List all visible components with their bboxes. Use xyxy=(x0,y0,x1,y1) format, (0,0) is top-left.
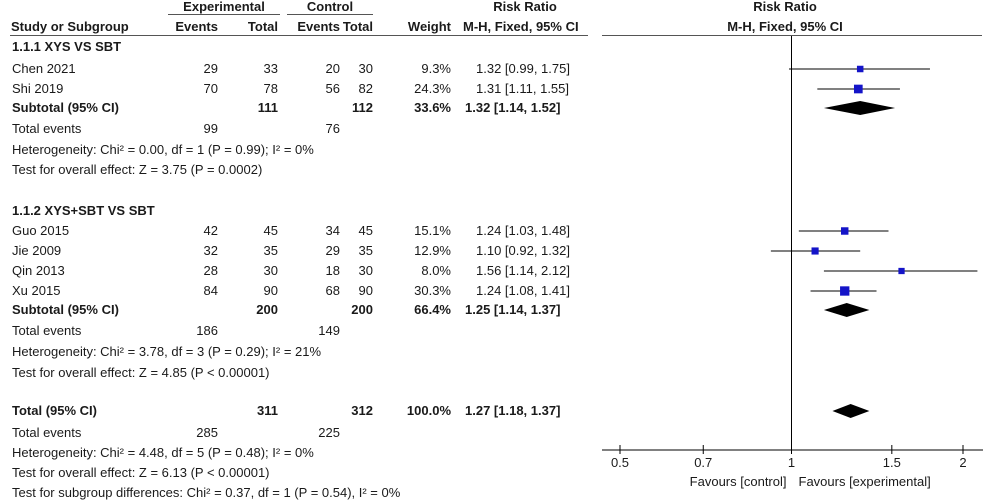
events1: 32 xyxy=(203,243,218,258)
study-name: Jie 2009 xyxy=(12,243,62,258)
total2: 45 xyxy=(358,223,373,238)
total-events1: 99 xyxy=(203,121,218,136)
weight: 9.3% xyxy=(421,61,451,76)
weight: 12.9% xyxy=(414,243,451,258)
total2: 35 xyxy=(358,243,373,258)
subtotal-total2: 112 xyxy=(352,100,373,115)
x-tick-label: 0.7 xyxy=(694,455,713,470)
events1: 84 xyxy=(203,283,218,298)
events1: 70 xyxy=(203,81,218,96)
col-study: Study or Subgroup xyxy=(11,19,129,34)
col-weight: Weight xyxy=(407,19,451,34)
overall-effect-text: Test for overall effect: Z = 3.75 (P = 0.0002) xyxy=(12,162,263,177)
total-events2: 225 xyxy=(318,425,340,440)
subtotal-ci: 1.25 [1.14, 1.37] xyxy=(465,302,561,317)
effect-marker xyxy=(857,66,864,73)
risk-ratio-ci: 1.31 [1.11, 1.55] xyxy=(476,81,569,96)
total1: 30 xyxy=(263,263,278,278)
total-total2: 312 xyxy=(351,403,373,418)
favours-experimental-label: Favours [experimental] xyxy=(798,474,931,489)
plot-header: Risk Ratio xyxy=(753,0,817,14)
subtotal-weight: 33.6% xyxy=(414,100,451,115)
effect-marker xyxy=(898,268,904,274)
risk-ratio-ci: 1.24 [1.03, 1.48] xyxy=(476,223,570,238)
total2: 30 xyxy=(358,61,373,76)
total-events2: 76 xyxy=(325,121,340,136)
events2: 68 xyxy=(325,283,340,298)
subgroup-title: 1.1.1 XYS VS SBT xyxy=(12,39,122,54)
subtotal-weight: 66.4% xyxy=(414,302,451,317)
x-tick-label: 2 xyxy=(959,455,967,470)
total-events2: 149 xyxy=(318,323,340,338)
overall-effect-text: Test for overall effect: Z = 4.85 (P < 0.00001) xyxy=(12,365,270,380)
overall-effect-text: Test for overall effect: Z = 6.13 (P < 0.00001) xyxy=(12,465,270,480)
study-name: Guo 2015 xyxy=(12,223,70,238)
total1: 33 xyxy=(263,61,278,76)
total1: 35 xyxy=(263,243,278,258)
col-events1: Events xyxy=(175,19,218,34)
favours-control-label: Favours [control] xyxy=(689,474,787,489)
heterogeneity-text: Heterogeneity: Chi² = 0.00, df = 1 (P = 0.99); I² = 0% xyxy=(12,142,314,157)
subtotal-total1: 200 xyxy=(256,302,278,317)
x-tick-label: 0.5 xyxy=(610,455,630,470)
weight: 8.0% xyxy=(421,263,451,278)
weight: 30.3% xyxy=(414,283,451,298)
events2: 56 xyxy=(325,81,340,96)
total-ci: 1.27 [1.18, 1.37] xyxy=(465,403,561,418)
study-name: Chen 2021 xyxy=(12,61,76,76)
risk-ratio-ci: 1.56 [1.14, 2.12] xyxy=(476,263,570,278)
total-events-label: Total events xyxy=(12,323,82,338)
events1: 42 xyxy=(203,223,218,238)
weight: 24.3% xyxy=(414,81,451,96)
risk-ratio-ci: 1.24 [1.08, 1.41] xyxy=(476,283,570,298)
risk-ratio-ci: 1.10 [0.92, 1.32] xyxy=(476,243,570,258)
effect-marker xyxy=(812,247,819,254)
pooled-diamond xyxy=(832,404,869,418)
events2: 34 xyxy=(325,223,340,238)
total-label: Total (95% CI) xyxy=(12,403,97,418)
total-events1: 186 xyxy=(196,323,218,338)
risk-ratio-header: Risk Ratio xyxy=(493,0,557,14)
heterogeneity-text: Heterogeneity: Chi² = 4.48, df = 5 (P = 0.48); I² = 0% xyxy=(12,445,314,460)
events2: 20 xyxy=(325,61,340,76)
effect-marker xyxy=(841,227,848,234)
col-events2: Events xyxy=(297,19,340,34)
study-name: Xu 2015 xyxy=(12,283,61,298)
subtotal-total1: 111 xyxy=(257,100,278,115)
total1: 45 xyxy=(263,223,278,238)
study-name: Shi 2019 xyxy=(12,81,64,96)
study-name: Qin 2013 xyxy=(12,263,65,278)
subtotal-ci: 1.32 [1.14, 1.52] xyxy=(465,100,561,115)
events1: 29 xyxy=(203,61,218,76)
total-weight: 100.0% xyxy=(406,403,451,418)
effect-marker xyxy=(854,85,863,94)
total-events1: 285 xyxy=(196,425,218,440)
events1: 28 xyxy=(203,263,218,278)
col-method: M-H, Fixed, 95% CI xyxy=(463,19,579,34)
subgroup-differences-text: Test for subgroup differences: Chi² = 0.37, df = 1 (P = 0.54), I² = 0% xyxy=(12,485,401,500)
total2: 90 xyxy=(358,283,373,298)
x-tick-label: 1.5 xyxy=(882,455,901,470)
heterogeneity-text: Heterogeneity: Chi² = 3.78, df = 3 (P = 0.29); I² = 21% xyxy=(12,344,322,359)
group1-header: Experimental xyxy=(183,0,265,14)
weight: 15.1% xyxy=(414,223,451,238)
total1: 78 xyxy=(263,81,278,96)
pooled-diamond xyxy=(824,303,869,317)
events2: 29 xyxy=(325,243,340,258)
col-total2: Total xyxy=(342,19,373,34)
group2-header: Control xyxy=(306,0,354,14)
total2: 82 xyxy=(358,81,373,96)
total-events-label: Total events xyxy=(12,121,82,136)
total-total1: 311 xyxy=(257,403,278,418)
subtotal-total2: 200 xyxy=(351,302,373,317)
subtotal-label: Subtotal (95% CI) xyxy=(12,302,119,317)
pooled-diamond xyxy=(824,101,895,115)
subgroup-title: 1.1.2 XYS+SBT VS SBT xyxy=(12,203,155,218)
effect-marker xyxy=(840,286,849,295)
x-tick-label: 1 xyxy=(787,455,796,470)
col-total1: Total xyxy=(247,19,278,34)
events2: 18 xyxy=(325,263,340,278)
total-events-label: Total events xyxy=(12,425,82,440)
total2: 30 xyxy=(358,263,373,278)
subtotal-label: Subtotal (95% CI) xyxy=(12,100,119,115)
risk-ratio-ci: 1.32 [0.99, 1.75] xyxy=(476,61,570,76)
total1: 90 xyxy=(263,283,278,298)
plot-method: M-H, Fixed, 95% CI xyxy=(727,19,843,34)
